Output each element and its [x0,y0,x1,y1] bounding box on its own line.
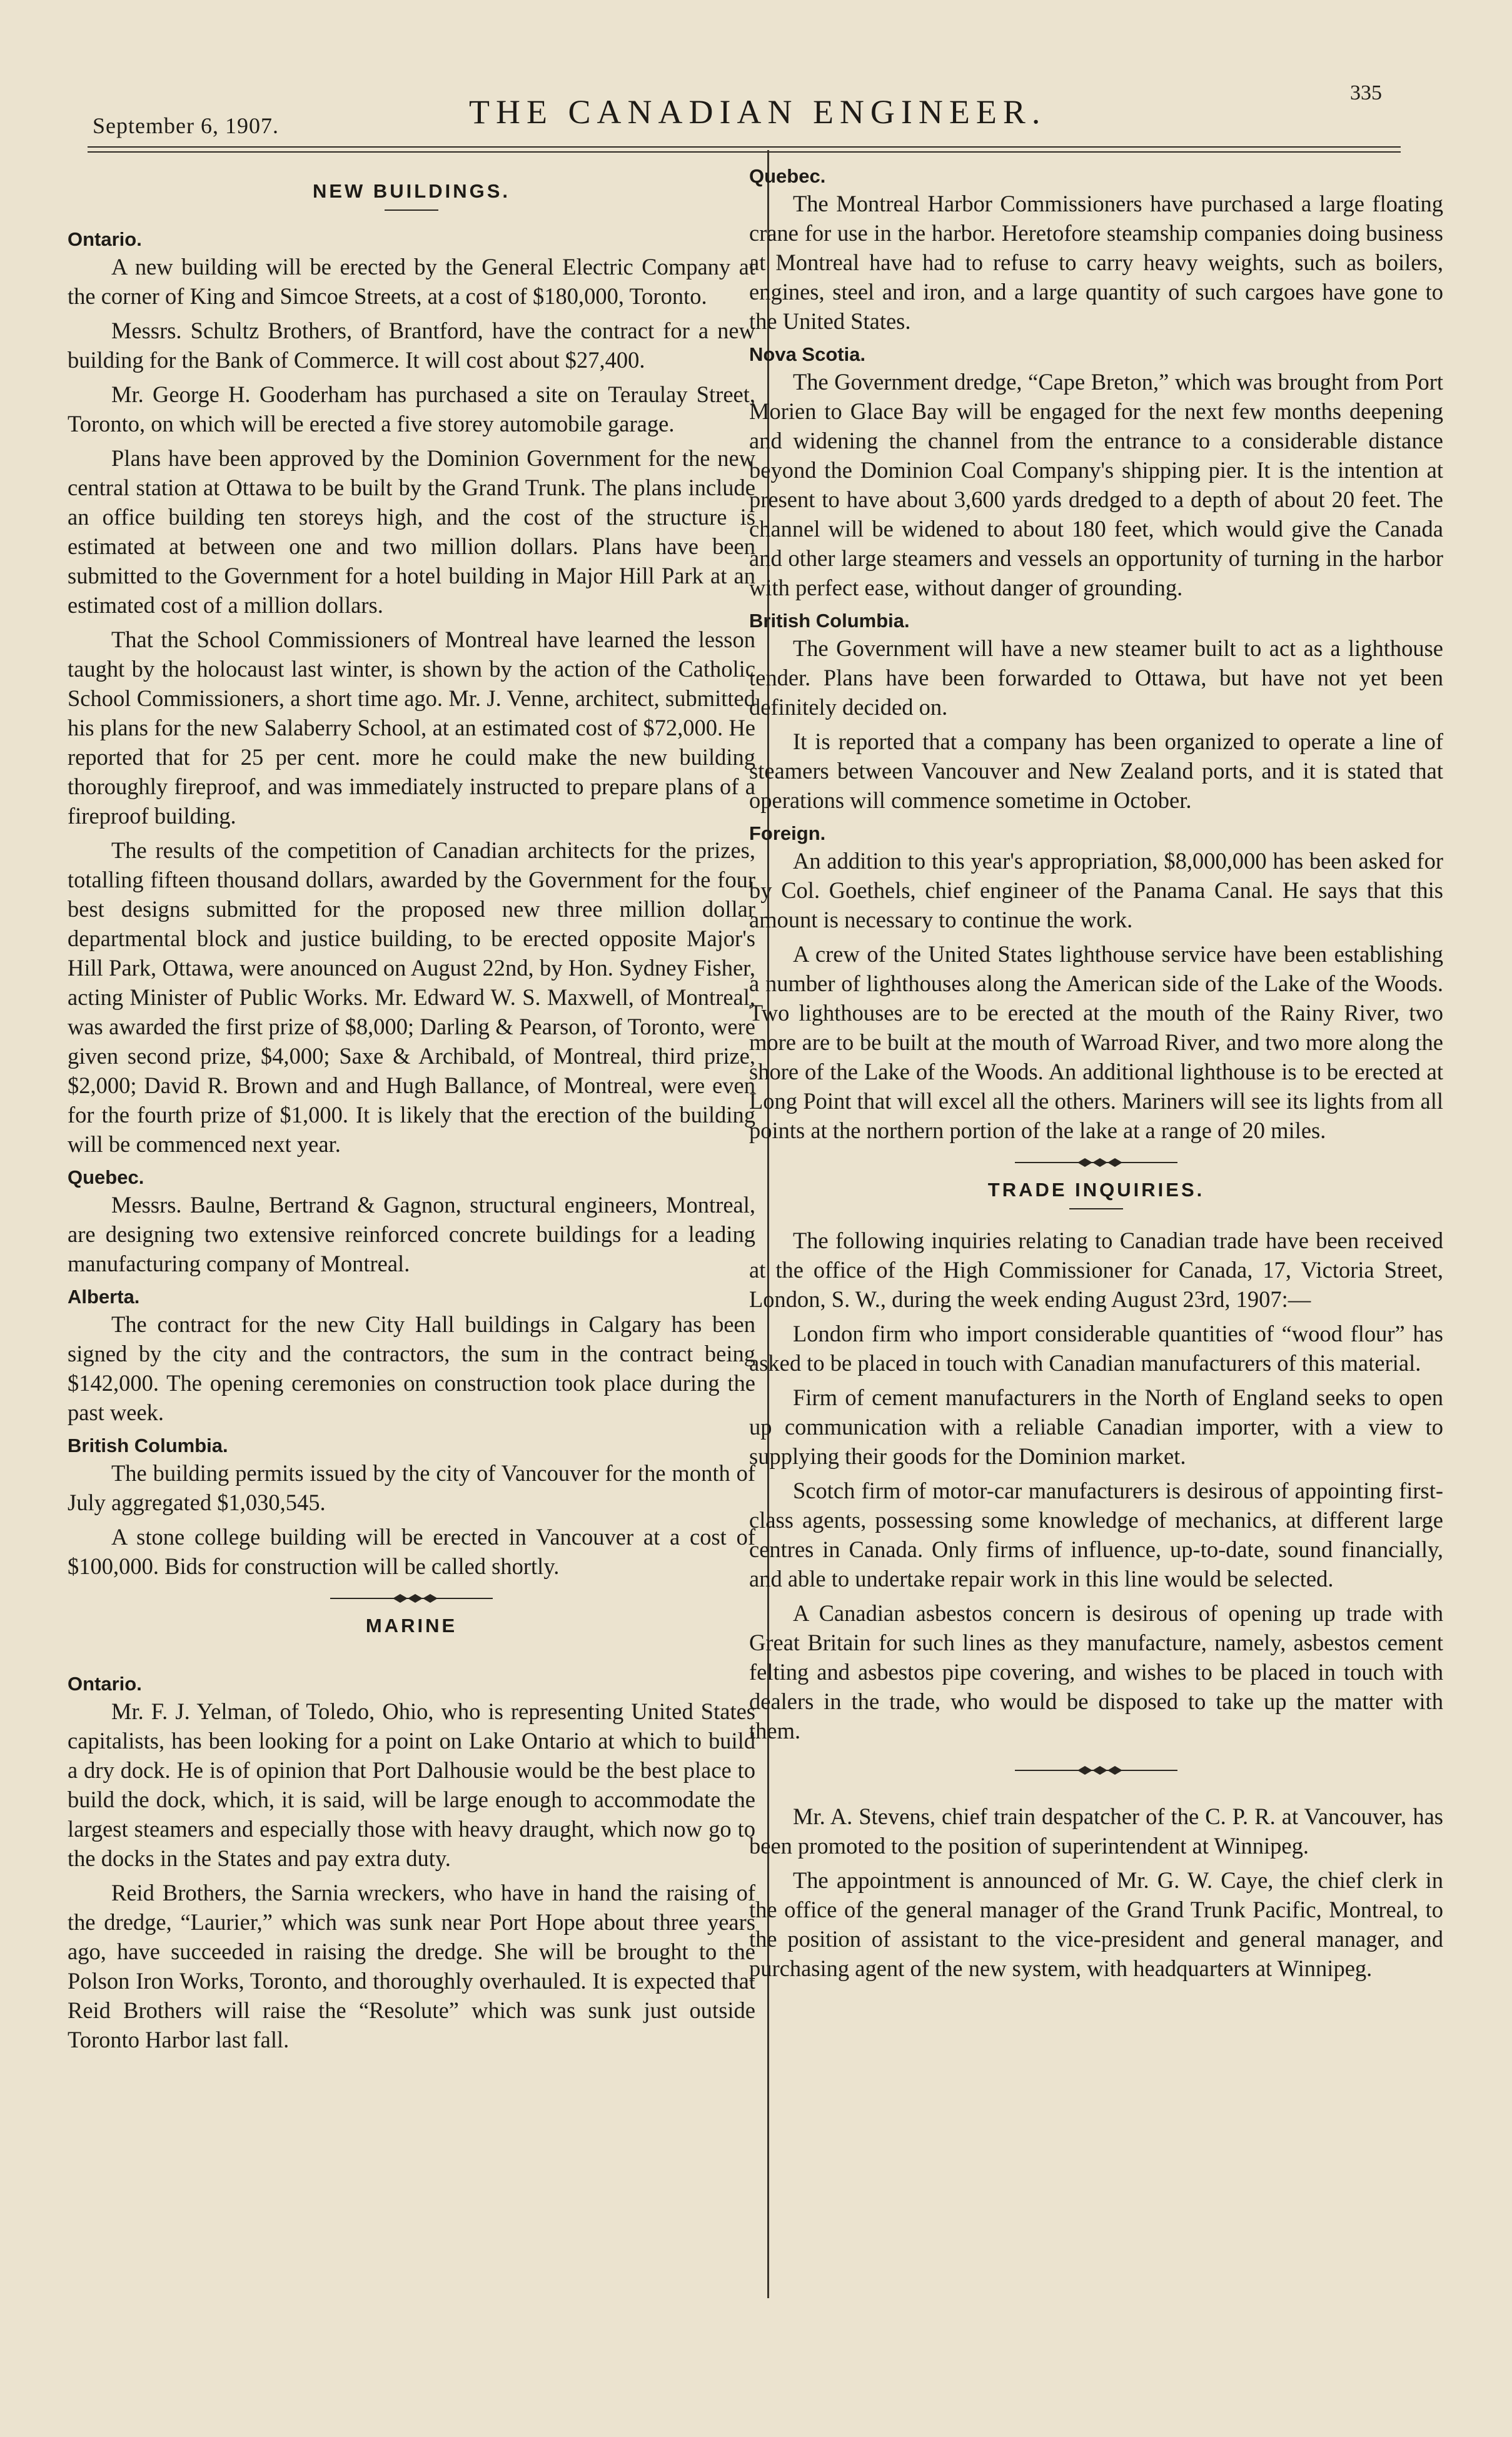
subhead-ontario-marine: Ontario. [68,1673,142,1695]
paragraph: The results of the competition of Canadian architects for the prizes, totalling fifteen thousand dollars, awarded by the Government for the four best designs submitted for the proposed new three million dollar departmental block and justice building, to be erected opposite Major's Hill Park, Ottawa, were anounced on August 22nd, by Hon. Sydney Fisher, acting Minister of Public Works. Mr. Edward W. S. Maxwell, of Montreal, was awarded the first prize of $8,000; Darling & Pearson, of Toronto, were given second prize, $4,000; Saxe & Archibald, of Montreal, third prize, $2,000; David R. Brown and and Hugh Ballance, of Montreal, were even for the fourth prize of $1,000. It is likely that the erection of the building will be commenced next year. [68,837,755,1157]
paragraph: Mr. A. Stevens, chief train despatcher of the C. P. R. at Vancouver, has been promoted to the position of superintendent at Winnipeg. [749,1804,1443,1859]
paragraph: Mr. George H. Gooderham has purchased a site on Teraulay Street, Toronto, on which will be erected a five storey automobile garage. [68,381,755,436]
paragraph: Scotch firm of motor-car manufacturers is desirous of appointing first-class agents, possessing some knowledge of mechanics, at different large centres in Canada. Only firms of influence, up-to-date, sound financially, and able to undertake repair work in this line would be selected. [749,1478,1443,1592]
section-rule [385,209,438,211]
left-column [68,164,755,2059]
page-number: 335 [1350,81,1382,104]
subhead-quebec: Quebec. [68,1166,144,1188]
paragraph: The Government will have a new steamer built to act as a lighthouse tender. Plans have been forwarded to Ottawa, but have not yet been definitely decided on. [749,635,1443,720]
section-rule [1069,1208,1123,1209]
paragraph: London firm who import considerable quantities of “wood flour” has asked to be placed in touch with Canadian manufacturers of this material. [749,1321,1443,1376]
paragraph: Firm of cement manufacturers in the North of England seeks to open up communication with a reliable Canadian importer, with a view to supplying their goods for the Dominion market. [749,1385,1443,1469]
paragraph: A Canadian asbestos concern is desirous of opening up trade with Great Britain for such lines as they manufacture, namely, asbestos cement felting and asbestos pipe covering, and wishes to be placed in touch with dealers in the trade, who would be disposed to take up the matter with them. [749,1600,1443,1743]
paragraph: A crew of the United States lighthouse service have been establishing a number of lighthouses along the American side of the Lake of the Woods. Two lighthouses are to be erected at the mouth of the Rainy River, two more are to be built at the mouth of Warroad River, and two more along the shore of the Lake of the Woods. An additional lighthouse is to be erected at Long Point that will excel all the others. Mariners will see its lights from all points at the northern portion of the lake at a range of 20 miles. [749,941,1443,1143]
section-title-new-buildings: NEW BUILDINGS. [312,180,511,202]
paragraph: Reid Brothers, the Sarnia wreckers, who have in hand the raising of the dredge, “Laurier,” which was sunk near Port Hope about three years ago, have succeeded in raising the dredge. She will be brought to the Polson Iron Works, Toronto, and thoroughly overhauled. It is expected that Reid Brothers will raise the “Resolute” which was sunk just outside Toronto Harbor last fall. [68,1880,755,2052]
paragraph: A new building will be erected by the General Electric Company at the corner of King and Simcoe Streets, at a cost of $180,000, Toronto. [68,254,755,309]
right-column [749,164,1443,1988]
diamond-rule-ornament-icon [330,1592,493,1605]
subhead-british-columbia-marine: British Columbia. [749,610,910,632]
subhead-nova-scotia: Nova Scotia. [749,343,866,365]
page-header [88,81,1401,163]
section-title-trade-inquiries: TRADE INQUIRIES. [987,1179,1205,1201]
masthead-title: THE CANADIAN ENGINEER. [469,93,1047,131]
paragraph: The appointment is announced of Mr. G. W. Caye, the chief clerk in the office of the general manager of the Grand Trunk Pacific, Montreal, to the position of assistant to the vice-president and general manager, and purchasing agent of the new system, with headquarters at Winnipeg. [749,1867,1443,1981]
header-rule-bottom [88,151,1401,153]
paragraph: That the School Commissioners of Montreal have learned the lesson taught by the holocaust last winter, is shown by the action of the Catholic School Commissioners, a short time ago. Mr. J. Venne, architect, submitted his plans for the new Salaberry School, at an estimated cost of $72,000. He reported that for 25 per cent. more he could make the new building thoroughly fireproof, and was immediately instructed to prepare plans of a fireproof building. [68,627,755,829]
paragraph: Plans have been approved by the Dominion Government for the new central station at Ottawa to be built by the Grand Trunk. The plans include an office building ten storeys high, and the cost of the structure is estimated at between one and two million dollars. Plans have been submitted to the Government for a hotel building in Major Hill Park at an estimated cost of a million dollars. [68,445,755,618]
subhead-british-columbia: British Columbia. [68,1435,228,1456]
subhead-foreign: Foreign. [749,822,826,844]
subhead-quebec-marine: Quebec. [749,165,826,187]
header-rule-top [88,146,1401,148]
paragraph: A stone college building will be erected in Vancouver at a cost of $100,000. Bids for construction will be called shortly. [68,1524,755,1579]
paragraph: The building permits issued by the city of Vancouver for the month of July aggregated $1,030,545. [68,1460,755,1515]
paragraph: Messrs. Schultz Brothers, of Brantford, have the contract for a new building for the Bank of Commerce. It will cost about $27,400. [68,318,755,373]
paragraph: Messrs. Baulne, Bertrand & Gagnon, structural engineers, Montreal, are designing two extensive reinforced concrete buildings for a leading manufacturing company of Montreal. [68,1192,755,1276]
paragraph: Mr. F. J. Yelman, of Toledo, Ohio, who is representing United States capitalists, has been looking for a point on Lake Ontario at which to build a dry dock. He is of opinion that Port Dalhousie would be the best place to build the dock, which, it is said, will be large enough to accommodate the largest steamers and especially those with heavy draught, which now go to the docks in the States and pay extra duty. [68,1698,755,1871]
issue-date: September 6, 1907. [93,113,279,138]
diamond-rule-ornament-icon [1015,1156,1177,1169]
paragraph: The Montreal Harbor Commissioners have purchased a large floating crane for use in the harbor. Heretofore steamship companies doing business at Montreal have had to refuse to carry heavy weights, such as boilers, engines, steel and iron, and a large quantity of such cargoes have gone to the United States. [749,191,1443,334]
paragraph: The following inquiries relating to Canadian trade have been received at the office of the High Commissioner for Canada, 17, Victoria Street, London, S. W., during the week ending August 23rd, 1907:— [749,1228,1443,1312]
section-title-marine: MARINE [365,1615,458,1637]
subhead-ontario: Ontario. [68,228,142,250]
diamond-rule-ornament-icon [1015,1764,1177,1777]
paragraph: The Government dredge, “Cape Breton,” which was brought from Port Morien to Glace Bay will be engaged for the next few months deepening and widening the channel from the entrance to a considerable distance beyond the Dominion Coal Company's shipping pier. It is the intention at present to have about 3,600 yards dredged to a depth of about 20 feet. The channel will be widened to about 180 feet, which would give the Canada and other large steamers and vessels an opportunity of turning in the harbor with perfect ease, without danger of grounding. [749,369,1443,600]
paragraph: It is reported that a company has been organized to operate a line of steamers between Vancouver and New Zealand ports, and it is stated that operations will commence sometime in October. [749,729,1443,813]
subhead-alberta: Alberta. [68,1286,140,1308]
paragraph: An addition to this year's appropriation, $8,000,000 has been asked for by Col. Goethels, chief engineer of the Panama Canal. He says that this amount is necessary to continue the work. [749,848,1443,932]
paragraph: The contract for the new City Hall buildings in Calgary has been signed by the city and the contractors, the sum in the contract being $142,000. The opening ceremonies on construction took place during the past week. [68,1311,755,1425]
